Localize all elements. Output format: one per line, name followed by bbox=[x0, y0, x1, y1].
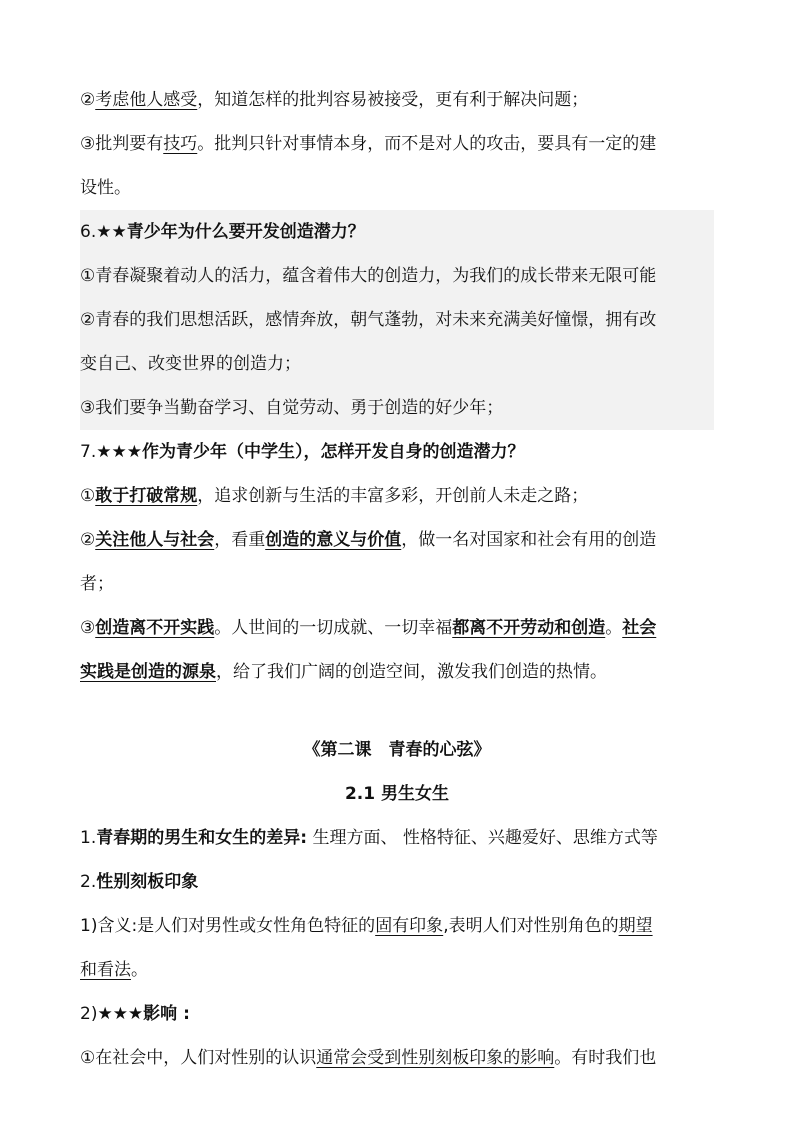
definition-line: 和看法。 bbox=[80, 960, 148, 980]
text-line: ②考虑他人感受，知道怎样的批判容易被接受，更有利于解决问题； bbox=[80, 90, 589, 110]
answer-line: ③创造离不开实践。人世间的一切成就、一切幸福都离不开劳动和创造。社会 bbox=[80, 618, 657, 638]
underlined-term: 考虑他人感受 bbox=[95, 90, 198, 110]
text-line: ③批判要有技巧。批判只针对事情本身，而不是对人的攻击，要具有一定的建 bbox=[80, 134, 657, 154]
definition-line: 1)含义:是人们对男性或女性角色特征的固有印象,表明人们对性别角色的期望 bbox=[80, 916, 653, 936]
answer-line: ②关注他人与社会，看重创造的意义与价值，做一名对国家和社会有用的创造 bbox=[80, 530, 657, 550]
question-1-line: 1.青春期的男生和女生的差异: 生理方面、 性格特征、兴趣爱好、思维方式等 bbox=[80, 828, 658, 848]
key-term: 都离不开劳动和创造 bbox=[452, 618, 606, 638]
underlined-term: 技巧 bbox=[163, 134, 198, 154]
key-term: 社会 bbox=[622, 618, 657, 638]
answer-line: 变自己、改变世界的创造力； bbox=[80, 354, 301, 374]
question-7-heading: 7.★★★作为青少年（中学生），怎样开发自身的创造潜力？ bbox=[80, 442, 525, 462]
question-6-block bbox=[80, 210, 714, 430]
text-line: 设性。 bbox=[80, 178, 131, 198]
key-term: 创造的意义与价值 bbox=[265, 530, 402, 550]
underlined-term: 期望 bbox=[618, 916, 653, 936]
question-2-heading: 2.性别刻板印象 bbox=[80, 872, 199, 892]
answer-line: 实践是创造的源泉，给了我们广阔的创造空间，激发我们创造的热情。 bbox=[80, 662, 607, 682]
answer-line: 者； bbox=[80, 574, 114, 594]
answer-line: ③我们要争当勤奋学习、自觉劳动、勇于创造的好少年； bbox=[80, 398, 504, 418]
answer-line: ①敢于打破常规，追求创新与生活的丰富多彩，开创前人未走之路； bbox=[80, 486, 589, 506]
key-term: 创造离不开实践 bbox=[95, 618, 215, 638]
key-term: 实践是创造的源泉 bbox=[80, 662, 216, 682]
underlined-term: 和看法 bbox=[80, 960, 131, 980]
answer-line: ①青春凝聚着动人的活力，蕴含着伟大的创造力，为我们的成长带来无限可能 bbox=[80, 266, 657, 286]
impact-line: ①在社会中，人们对性别的认识通常会受到性别刻板印象的影响。有时我们也 bbox=[80, 1048, 657, 1068]
underlined-term: 固有印象 bbox=[375, 916, 444, 936]
document-page bbox=[80, 78, 714, 1080]
question-6-heading: 6.★★青少年为什么要开发创造潜力？ bbox=[80, 222, 365, 242]
underlined-term: 通常会受到性别刻板印象的影响 bbox=[316, 1048, 555, 1068]
impact-heading: 2)★★★影响 : bbox=[80, 1004, 190, 1024]
lesson-subtitle: 2.1 男生女生 bbox=[344, 784, 450, 804]
spacer bbox=[80, 694, 714, 728]
lesson-title: 《第二课 青春的心弦》 bbox=[303, 740, 491, 760]
key-term: 敢于打破常规 bbox=[95, 486, 198, 506]
answer-line: ②青春的我们思想活跃，感情奔放，朝气蓬勃，对未来充满美好憧憬，拥有改 bbox=[80, 310, 657, 330]
key-term: 关注他人与社会 bbox=[95, 530, 215, 550]
